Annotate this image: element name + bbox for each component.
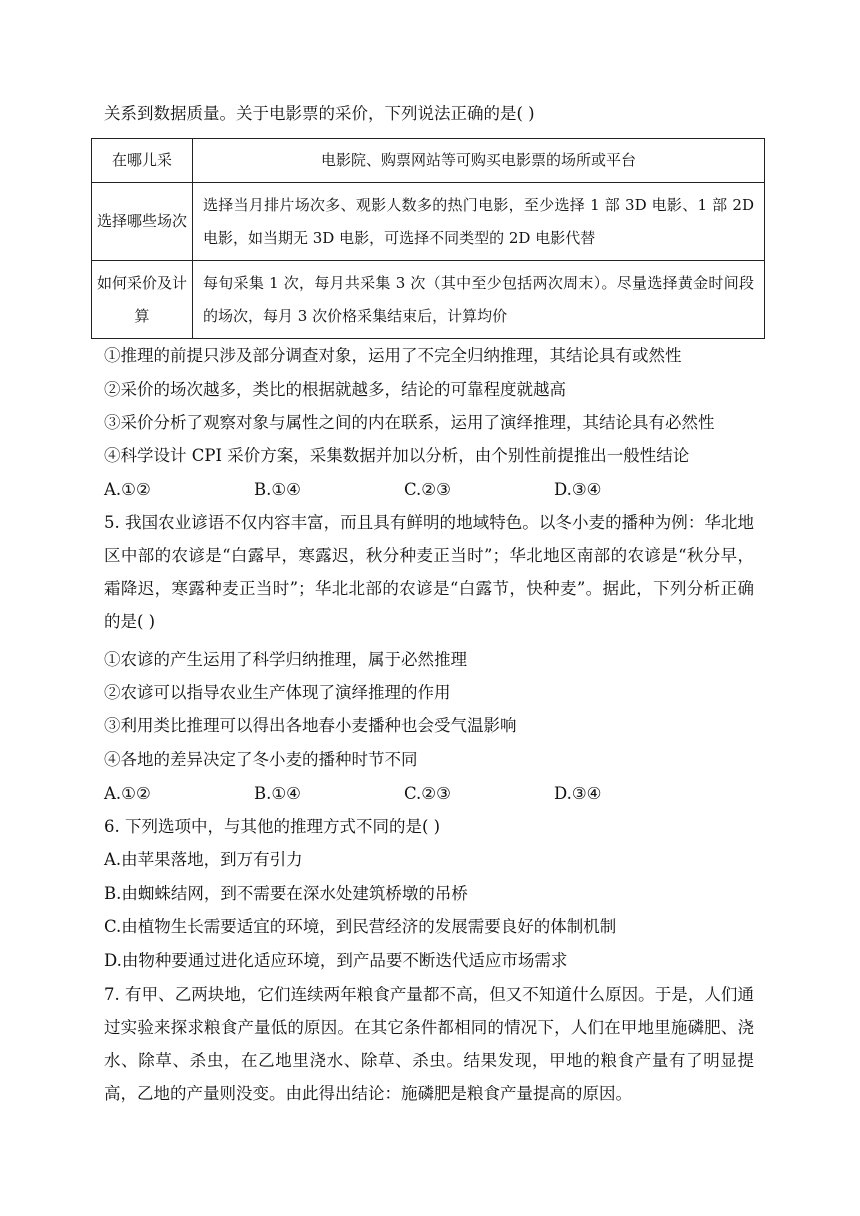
- q5-stem: 5. 我国农业谚语不仅内容丰富，而且具有鲜明的地域特色。以冬小麦的播种为例：华北地区中部的农谚是“白露早，寒露迟，秋分种麦正当时”；华北地区南部的农谚是“秋分早，霜降迟，寒露种麦正当时”；华北北部的农谚是“白露节，快种麦”。据此，下列分析正确的是( ): [104, 513, 754, 631]
- table-row: [92, 261, 765, 339]
- q4-option-d: D.③④: [554, 480, 602, 499]
- table-row: [92, 139, 765, 183]
- q5-statement-4: ④各地的差异决定了冬小麦的播种时节不同: [104, 750, 418, 769]
- q5-option-a: A.①②: [104, 784, 151, 803]
- q5-option-b: B.①④: [254, 784, 301, 803]
- q4-statement-4: ④科学设计 CPI 采价方案，采集数据并加以分析，由个别性前提推出一般性结论: [104, 446, 690, 465]
- q4-statement-3: ③采价分析了观察对象与属性之间的内在联系，运用了演绎推理，其结论具有必然性: [104, 413, 715, 432]
- table-row: [92, 183, 765, 261]
- q5-statement-3: ③利用类比推理可以得出各地春小麦播种也会受气温影响: [104, 716, 517, 735]
- q4-statement-2: ②采价的场次越多，类比的根据就越多，结论的可靠程度就越高: [104, 380, 566, 399]
- table-content-cell: 每旬采集 1 次，每月共采集 3 次（其中至少包括两次周末）。尽量选择黄金时间段的场次，每月 3 次价格采集结束后，计算均价: [193, 261, 765, 339]
- table-content-cell: 电影院、购票网站等可购买电影票的场所或平台: [193, 139, 765, 183]
- q6-option-d: D.由物种要通过进化适应环境，到产品要不断迭代适应市场需求: [104, 951, 568, 970]
- table-content-cell: 选择当月排片场次多、观影人数多的热门电影，至少选择 1 部 3D 电影、1 部 2D 电影，如当期无 3D 电影，可选择不同类型的 2D 电影代替: [193, 183, 765, 261]
- q4-intro-text: 关系到数据质量。关于电影票的采价，下列说法正确的是( ): [104, 104, 535, 123]
- q6-option-c: C.由植物生长需要适宜的环境，到民营经济的发展需要良好的体制机制: [104, 917, 617, 936]
- q4-option-a: A.①②: [104, 480, 151, 499]
- q4-option-c: C.②③: [404, 480, 451, 499]
- table-header-cell: 选择哪些场次: [92, 183, 193, 261]
- q5-option-d: D.③④: [554, 784, 602, 803]
- q6-option-a: A.由苹果落地，到万有引力: [104, 850, 303, 869]
- q7-stem: 7. 有甲、乙两块地，它们连续两年粮食产量都不高，但又不知道什么原因。于是，人们通过实验来探求粮食产量低的原因。在其它条件都相同的情况下，人们在甲地里施磷肥、浇水、除草、杀虫，在乙地里浇水、除草、杀虫。结果发现，甲地的粮食产量有了明显提高，乙地的产量则没变。由此得出结论：施磷肥是粮食产量提高的原因。: [104, 985, 754, 1103]
- q4-statement-1: ①推理的前提只涉及部分调查对象，运用了不完全归纳推理，其结论具有或然性: [104, 346, 682, 365]
- q4-option-b: B.①④: [254, 480, 301, 499]
- q6-option-b: B.由蜘蛛结网，到不需要在深水处建筑桥墩的吊桥: [104, 884, 468, 903]
- q5-option-c: C.②③: [404, 784, 451, 803]
- q5-statement-1: ①农谚的产生运用了科学归纳推理，属于必然推理: [104, 650, 467, 669]
- q6-stem: 6. 下列选项中，与其他的推理方式不同的是( ): [104, 817, 441, 836]
- table-header-cell: 如何采价及计算: [92, 261, 193, 339]
- table-header-cell: 在哪儿采: [92, 139, 193, 183]
- cpi-sampling-table: [91, 138, 765, 339]
- q5-statement-2: ②农谚可以指导农业生产体现了演绎推理的作用: [104, 683, 451, 702]
